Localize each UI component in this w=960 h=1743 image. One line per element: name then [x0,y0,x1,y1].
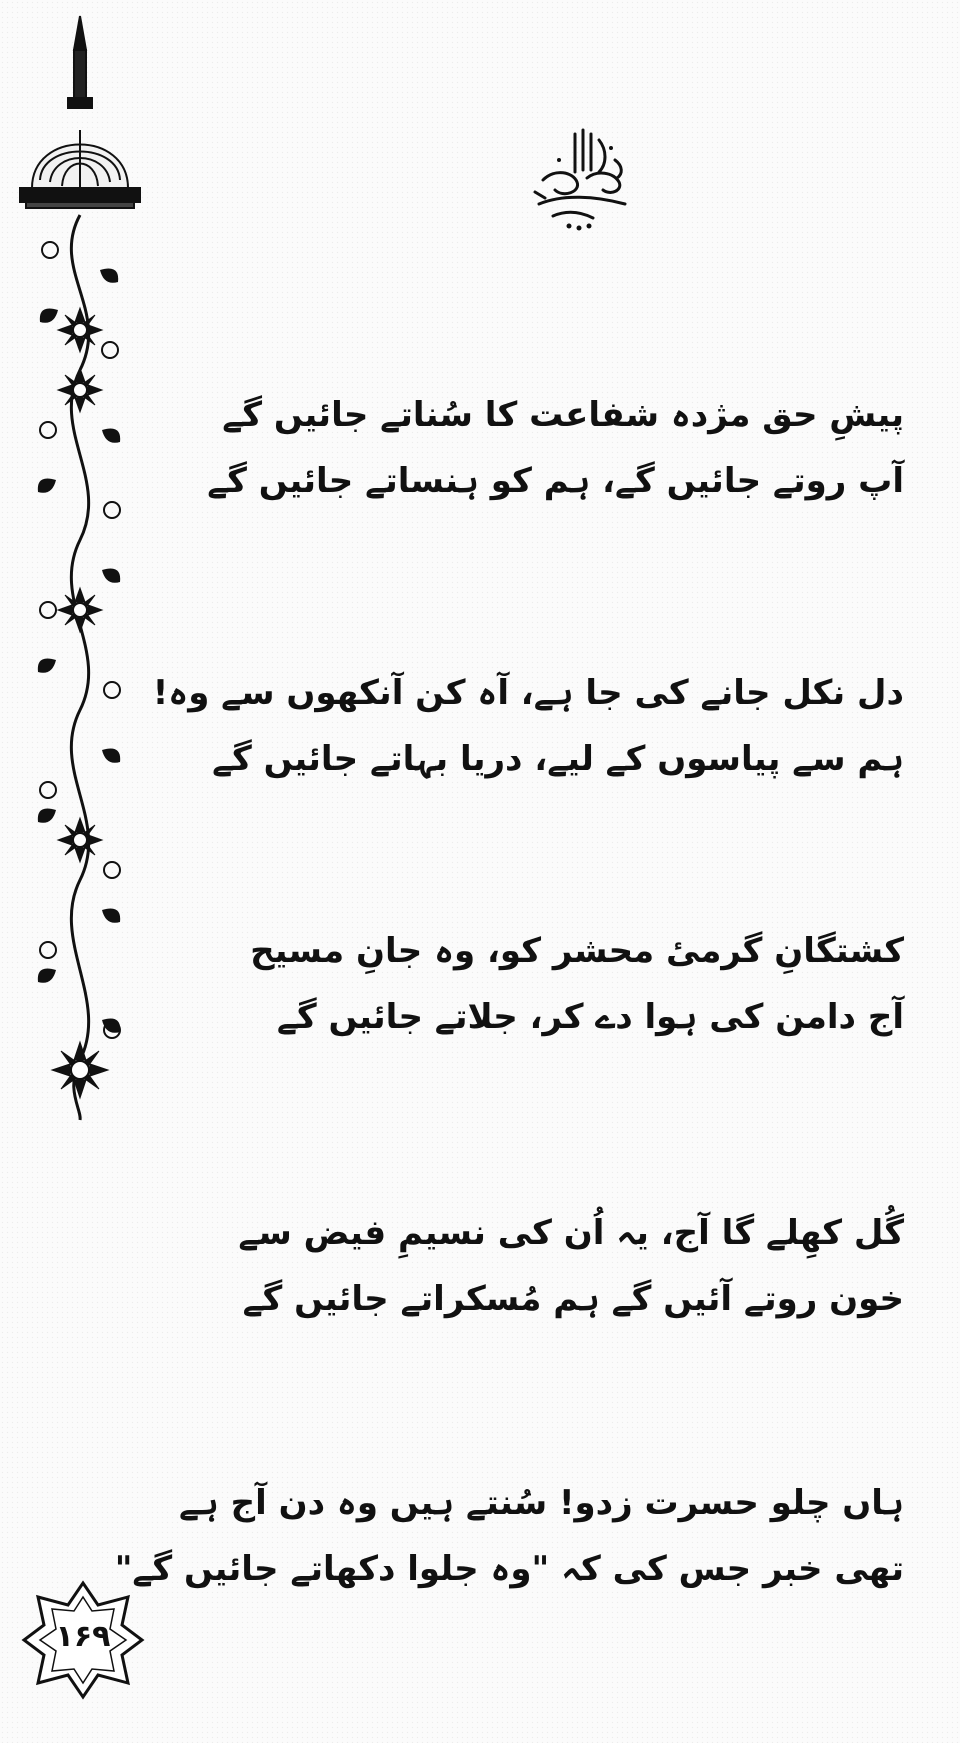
couplet [114,1470,904,1602]
couplet [152,660,904,792]
couplet-line-2: آپ روتے جائیں گے، ہم کو ہنساتے جائیں گے [207,461,904,501]
couplet-line-2: تھی خبر جس کی کہ "وہ جلوا دکھاتے جائیں گے" [114,1549,904,1589]
couplet-line-1: کشتگانِ گرمیٔ محشر کو، وہ جانِ مسیح [250,931,904,971]
couplet-line-1: دل نکل جانے کی جا ہے، آہ کن آنکھوں سے وہ! [152,673,904,713]
couplet-line-1: ہاں چلو حسرت زدو! سُنتے ہیں وہ دن آج ہے [178,1483,904,1523]
page-number: ۱۶۹ [55,1619,111,1654]
couplet [207,382,904,514]
couplet-line-2: آج دامن کی ہوا دے کر، جلاتے جائیں گے [276,997,904,1037]
couplet [224,918,904,1050]
calligraphy-emblem [515,120,645,240]
dome-minaret-icon [20,16,140,208]
floral-border-ornament [10,10,150,1250]
couplet-line-2: ہم سے پیاسوں کے لیے، دریا بہاتے جائیں گے [212,739,904,779]
couplet [224,1200,904,1332]
couplet-line-1: گُل کھِلے گا آج، یہ اُن کی نسیمِ فیض سے [238,1213,904,1253]
couplet-line-1: پیشِ حق مژدہ شفاعت کا سُناتے جائیں گے [222,395,904,435]
couplet-line-2: خون روتے آئیں گے ہم مُسکراتے جائیں گے [242,1279,904,1319]
page-number-ornament [18,1575,148,1705]
vine-flowers [52,308,108,1098]
